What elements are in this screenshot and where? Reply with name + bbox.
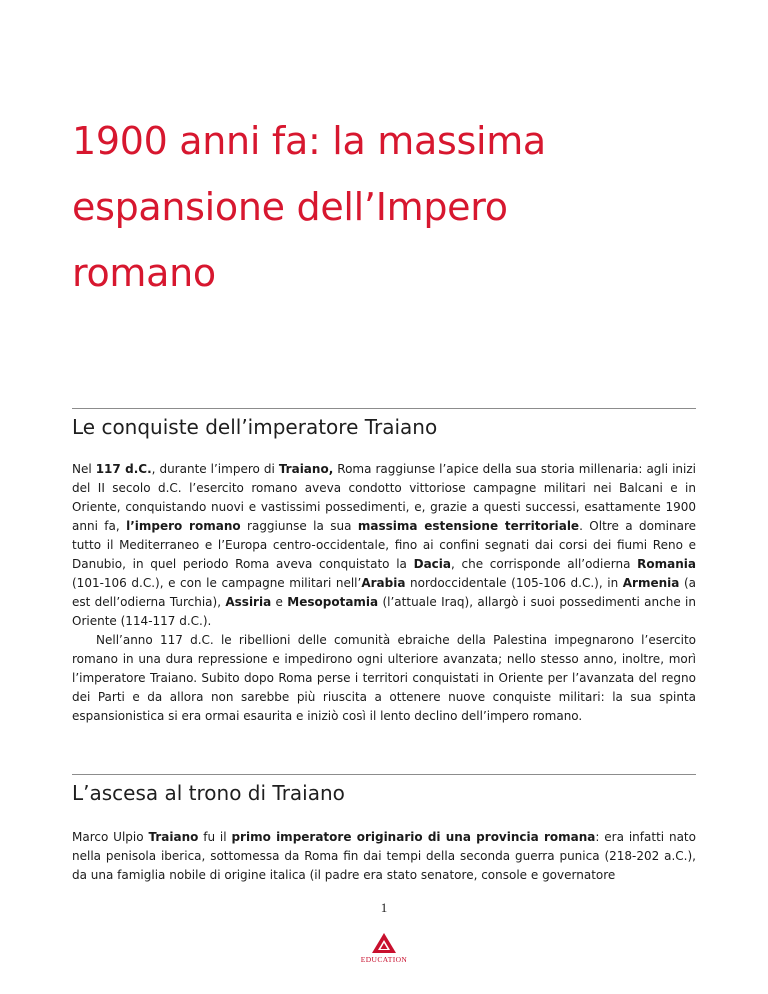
text-run: : era infatti nato nella penisola iberica, sottomessa da Roma fin dai tempi della seconda guerra punica (218-202 a.C.), da una famiglia nobile di origine italica (il padre era stato senatore, console e governatore xyxy=(72,830,696,882)
text-run: Marco Ulpio xyxy=(72,830,149,844)
bold-text: Traiano xyxy=(148,830,199,844)
bold-text: 117 d.C. xyxy=(95,462,152,476)
bold-text: Traiano, xyxy=(278,462,334,476)
section-body xyxy=(72,460,696,726)
text-run: , che corrisponde all’odierna xyxy=(451,557,638,571)
text-run: nordoccidentale (105-106 d.C.), in xyxy=(405,576,623,590)
bold-text: Armenia xyxy=(622,576,680,590)
document-title: 1900 anni fa: la massima espansione dell’Impero romano xyxy=(72,119,546,295)
bold-text: l’impero romano xyxy=(126,519,241,533)
bold-text: Dacia xyxy=(413,557,451,571)
bold-text: Assiria xyxy=(225,595,272,609)
text-run: e xyxy=(271,595,288,609)
section-body xyxy=(72,828,696,885)
text-run: (l’attuale Iraq), allargò i suoi possedimenti anche in Oriente (114-117 d.C.). xyxy=(72,595,696,628)
bold-text: Arabia xyxy=(361,576,406,590)
text-run: (101-106 d.C.), e con le campagne militari nell’ xyxy=(72,576,362,590)
paragraph xyxy=(72,631,696,726)
bold-text: primo imperatore originario di una provincia romana xyxy=(231,830,596,844)
publisher-logo-icon xyxy=(371,932,397,954)
paragraph xyxy=(72,828,696,885)
text-run: Nel xyxy=(72,462,96,476)
text-run: Roma raggiunse l’apice della sua storia millenaria: agli inizi del II secolo d.C. l’esercito romano aveva condotto vittoriose campagne militari nei Balcani e in Oriente, conquistando nuovi e vastissimi possedimenti, e, grazie a questi successi, esattamente 1900 anni fa, xyxy=(72,462,696,533)
page-number: 1 xyxy=(380,900,388,915)
paragraph xyxy=(72,460,696,631)
publisher-logo-text: EDUCATION xyxy=(360,955,408,964)
text-run: Nell’anno 117 d.C. le ribellioni delle comunità ebraiche della Palestina impegnarono l’esercito romano in una dura repressione e impedirono ogni ulteriore avanzata; nello stesso anno, inoltre, morì l’imperatore Traiano. Subito dopo Roma perse i territori conquistati in Oriente per l’avanzata del regno dei Parti e da allora non sarebbe più riuscita a ottenere nuove conquiste militari: la sua spinta espansionistica si era ormai esaurita e iniziò così il lento declino dell’impero romano. xyxy=(72,633,696,723)
text-run: . Oltre a dominare tutto il Mediterraneo e l’Europa centro-occidentale, fino ai confini segnati dai corsi dei fiumi Reno e Danubio, in quel periodo Roma aveva conquistato la xyxy=(72,519,696,571)
text-run: (a est dell’odierna Turchia), xyxy=(72,576,696,609)
bold-text: Romania xyxy=(637,557,696,571)
bold-text: massima estensione territoriale xyxy=(357,519,580,533)
text-run: fu il xyxy=(198,830,232,844)
bold-text: Mesopotamia xyxy=(287,595,379,609)
section-heading: Le conquiste dell’imperatore Traiano xyxy=(72,408,696,441)
publisher-logo xyxy=(360,932,408,972)
text-run: , durante l’impero di xyxy=(151,462,279,476)
text-run: raggiunse la sua xyxy=(240,519,358,533)
section-heading: L’ascesa al trono di Traiano xyxy=(72,774,696,807)
